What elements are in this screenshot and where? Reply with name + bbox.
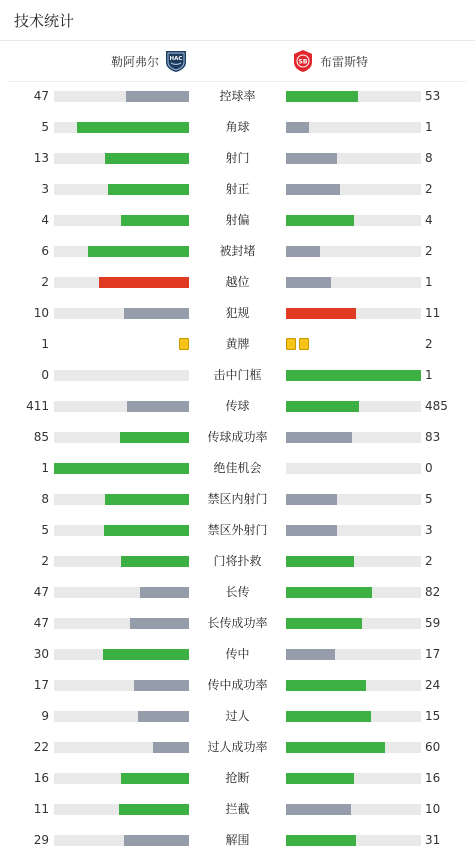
- away-stat-bar-fill: [286, 494, 337, 505]
- away-stat-bar-fill: [286, 618, 362, 629]
- home-stat-bar: [54, 711, 189, 722]
- home-team[interactable]: [111, 41, 187, 81]
- stat-row: [0, 298, 475, 329]
- stat-row: [0, 763, 475, 794]
- home-stat-bar: [54, 525, 189, 536]
- away-stat-bar: [286, 618, 421, 629]
- home-stat-bar: [54, 277, 189, 288]
- away-stat-bar: [286, 432, 421, 443]
- away-stat-value: 15: [425, 709, 441, 723]
- home-stat-bar: [54, 370, 189, 381]
- away-stat-bar: [286, 649, 421, 660]
- stat-label: 传球: [225, 399, 250, 413]
- stat-row: [0, 577, 475, 608]
- home-stat-value: 85: [33, 430, 49, 444]
- stat-row: [0, 329, 475, 360]
- stat-label: 传中成功率: [207, 678, 268, 692]
- away-stat-bar-fill: [286, 153, 337, 164]
- stat-label: 传球成功率: [207, 430, 268, 444]
- yellow-card-icon: [286, 338, 296, 350]
- home-stat-bar-fill: [126, 91, 189, 102]
- stat-label: 门将扑救: [213, 554, 262, 568]
- home-stat-bar-fill: [105, 153, 189, 164]
- away-stat-value: 16: [425, 771, 441, 785]
- stat-label: 射偏: [225, 213, 250, 227]
- away-stat-bar: [286, 184, 421, 195]
- away-stat-value: 24: [425, 678, 441, 692]
- home-stat-value: 0: [41, 368, 49, 382]
- home-stat-bar: [54, 432, 189, 443]
- home-stat-value: 2: [41, 554, 49, 568]
- stat-label: 控球率: [219, 89, 256, 103]
- away-stat-bar: [286, 587, 421, 598]
- home-stat-value: 5: [41, 120, 49, 134]
- away-stat-value: 0: [425, 461, 433, 475]
- home-stat-bar-fill: [121, 215, 189, 226]
- stat-label: 射门: [225, 151, 250, 165]
- home-stat-bar: [54, 215, 189, 226]
- away-team-name: 布雷斯特: [320, 54, 369, 69]
- away-stat-value: 10: [425, 802, 441, 816]
- stat-label: 射正: [225, 182, 250, 196]
- stat-label: 传中: [225, 647, 250, 661]
- home-stat-value: 17: [33, 678, 49, 692]
- home-stat-bar: [54, 804, 189, 815]
- away-stat-bar-fill: [286, 587, 372, 598]
- home-team-crest-icon: [165, 49, 187, 73]
- away-stat-bar: [286, 246, 421, 257]
- stat-row: [0, 515, 475, 546]
- away-stat-value: 2: [425, 554, 433, 568]
- stat-row: [0, 143, 475, 174]
- away-stat-value: 11: [425, 306, 441, 320]
- home-stat-bar-fill: [130, 618, 189, 629]
- home-stat-value: 411: [26, 399, 49, 413]
- away-stat-value: 3: [425, 523, 433, 537]
- home-stat-value: 11: [33, 802, 49, 816]
- stat-row: [0, 236, 475, 267]
- home-stat-bar: [54, 122, 189, 133]
- stat-label: 犯规: [225, 306, 250, 320]
- home-stat-value: 22: [33, 740, 49, 754]
- home-stat-bar: [54, 401, 189, 412]
- home-stat-bar-fill: [99, 277, 189, 288]
- home-stat-value: 3: [41, 182, 49, 196]
- away-stat-bar-fill: [286, 804, 351, 815]
- home-yellow-cards: [179, 338, 189, 351]
- home-stat-bar-fill: [108, 184, 189, 195]
- away-stat-bar: [286, 835, 421, 846]
- away-stat-bar-fill: [286, 711, 371, 722]
- away-team[interactable]: [292, 41, 368, 81]
- home-stat-bar-fill: [104, 525, 189, 536]
- away-stat-value: 53: [425, 89, 441, 103]
- home-stat-value: 4: [41, 213, 49, 227]
- away-stat-bar-fill: [286, 556, 354, 567]
- home-stat-value: 9: [41, 709, 49, 723]
- stat-label: 长传: [225, 585, 250, 599]
- stat-label: 绝佳机会: [213, 461, 262, 475]
- away-stat-bar: [286, 308, 421, 319]
- away-stat-bar: [286, 215, 421, 226]
- away-stat-value: 83: [425, 430, 441, 444]
- away-stat-bar-fill: [286, 184, 340, 195]
- stat-label: 解围: [225, 833, 250, 847]
- page-title: 技术统计: [14, 12, 75, 30]
- away-stat-bar-fill: [286, 308, 356, 319]
- away-stat-bar-fill: [286, 91, 358, 102]
- home-stat-value: 1: [41, 337, 49, 351]
- home-stat-value: 29: [33, 833, 49, 847]
- away-stat-bar: [286, 463, 421, 474]
- stat-row: [0, 484, 475, 515]
- home-stat-bar: [54, 184, 189, 195]
- stat-row: [0, 546, 475, 577]
- away-stat-bar: [286, 153, 421, 164]
- home-stat-bar: [54, 246, 189, 257]
- home-stat-bar: [54, 773, 189, 784]
- home-stat-value: 47: [33, 89, 49, 103]
- away-stat-bar-fill: [286, 649, 335, 660]
- away-yellow-cards: [286, 338, 309, 351]
- home-stat-bar-fill: [134, 680, 189, 691]
- stat-row: [0, 81, 475, 112]
- away-stat-bar: [286, 711, 421, 722]
- away-stat-value: 17: [425, 647, 441, 661]
- stat-row: [0, 825, 475, 856]
- away-stat-value: 4: [425, 213, 433, 227]
- stat-label: 被封堵: [219, 244, 256, 258]
- home-stat-bar: [54, 91, 189, 102]
- home-stat-value: 47: [33, 585, 49, 599]
- svg-text:HAC: HAC: [169, 56, 183, 62]
- stat-row: [0, 639, 475, 670]
- home-stat-bar: [54, 680, 189, 691]
- away-stat-bar: [286, 525, 421, 536]
- stat-label: 禁区内射门: [207, 492, 268, 506]
- home-stat-bar-fill: [153, 742, 189, 753]
- home-stat-bar-fill: [140, 587, 189, 598]
- stat-label: 长传成功率: [207, 616, 268, 630]
- home-stat-bar-fill: [105, 494, 189, 505]
- home-stat-value: 8: [41, 492, 49, 506]
- away-stat-bar-fill: [286, 432, 352, 443]
- stat-row: [0, 453, 475, 484]
- away-stat-bar: [286, 122, 421, 133]
- away-stat-value: 2: [425, 244, 433, 258]
- stat-label: 过人: [225, 709, 250, 723]
- stat-row: [0, 267, 475, 298]
- home-stat-bar-fill: [138, 711, 189, 722]
- away-stat-bar-fill: [286, 277, 331, 288]
- home-stat-value: 10: [33, 306, 49, 320]
- stat-row: [0, 205, 475, 236]
- away-stat-bar-fill: [286, 680, 366, 691]
- away-stat-value: 59: [425, 616, 441, 630]
- home-stat-bar: [54, 308, 189, 319]
- stat-label: 抢断: [225, 771, 250, 785]
- home-stat-bar: [54, 835, 189, 846]
- away-stat-value: 2: [425, 337, 433, 351]
- stat-label: 击中门框: [213, 368, 262, 382]
- home-stat-value: 1: [41, 461, 49, 475]
- stat-row: [0, 422, 475, 453]
- home-stat-bar: [54, 494, 189, 505]
- away-stat-bar: [286, 401, 421, 412]
- yellow-card-icon: [299, 338, 309, 350]
- stat-row: [0, 701, 475, 732]
- away-stat-value: 2: [425, 182, 433, 196]
- away-stat-bar: [286, 804, 421, 815]
- home-stat-value: 30: [33, 647, 49, 661]
- stat-row: [0, 391, 475, 422]
- stat-row: [0, 174, 475, 205]
- stat-row: [0, 794, 475, 825]
- home-stat-bar-fill: [121, 556, 189, 567]
- away-stat-bar-fill: [286, 215, 354, 226]
- home-stat-bar: [54, 556, 189, 567]
- home-stat-value: 5: [41, 523, 49, 537]
- home-stat-bar-fill: [54, 463, 189, 474]
- home-stat-bar: [54, 618, 189, 629]
- away-stat-bar-fill: [286, 246, 320, 257]
- home-stat-bar-fill: [127, 401, 189, 412]
- stat-label: 禁区外射门: [207, 523, 268, 537]
- away-stat-bar-fill: [286, 525, 337, 536]
- stat-label: 越位: [225, 275, 250, 289]
- away-stat-bar: [286, 494, 421, 505]
- away-stat-bar: [286, 680, 421, 691]
- home-stat-bar-fill: [120, 432, 189, 443]
- home-stat-value: 13: [33, 151, 49, 165]
- stat-row: [0, 732, 475, 763]
- yellow-card-icon: [179, 338, 189, 350]
- away-stat-value: 1: [425, 275, 433, 289]
- home-stat-value: 6: [41, 244, 49, 258]
- stat-row: [0, 608, 475, 639]
- home-stat-bar: [54, 649, 189, 660]
- away-stat-bar: [286, 91, 421, 102]
- stat-row: [0, 360, 475, 391]
- home-stat-value: 47: [33, 616, 49, 630]
- home-stat-value: 16: [33, 771, 49, 785]
- home-stat-bar: [54, 153, 189, 164]
- home-stat-bar: [54, 587, 189, 598]
- away-stat-value: 485: [425, 399, 448, 413]
- away-stat-bar: [286, 742, 421, 753]
- home-stat-value: 2: [41, 275, 49, 289]
- away-stat-bar-fill: [286, 742, 385, 753]
- teams-header: [0, 41, 475, 81]
- away-stat-bar: [286, 556, 421, 567]
- svg-text:SB: SB: [298, 58, 308, 66]
- away-stat-bar-fill: [286, 773, 354, 784]
- stat-label: 黄牌: [225, 337, 250, 351]
- home-stat-bar-fill: [77, 122, 189, 133]
- home-stat-bar-fill: [121, 773, 189, 784]
- stat-row: [0, 112, 475, 143]
- home-stat-bar-fill: [124, 308, 189, 319]
- home-stat-bar-fill: [88, 246, 189, 257]
- home-stat-bar: [54, 742, 189, 753]
- stat-label: 角球: [225, 120, 250, 134]
- away-stat-bar-fill: [286, 835, 356, 846]
- home-stat-bar-fill: [119, 804, 189, 815]
- stat-row: [0, 670, 475, 701]
- away-stat-bar-fill: [286, 401, 359, 412]
- stat-label: 过人成功率: [207, 740, 268, 754]
- away-stat-value: 1: [425, 120, 433, 134]
- away-stat-bar-fill: [286, 370, 421, 381]
- away-stat-value: 31: [425, 833, 441, 847]
- home-stat-bar: [54, 463, 189, 474]
- away-stat-bar: [286, 277, 421, 288]
- stat-label: 拦截: [225, 802, 250, 816]
- away-stat-value: 82: [425, 585, 441, 599]
- home-stat-bar-fill: [103, 649, 189, 660]
- away-stat-bar: [286, 773, 421, 784]
- away-stat-bar-fill: [286, 122, 309, 133]
- away-stat-value: 5: [425, 492, 433, 506]
- away-stat-value: 1: [425, 368, 433, 382]
- away-stat-value: 8: [425, 151, 433, 165]
- home-team-name: 勒阿弗尔: [110, 54, 159, 69]
- away-team-crest-icon: [292, 49, 314, 73]
- away-stat-value: 60: [425, 740, 441, 754]
- home-stat-bar-fill: [124, 835, 189, 846]
- away-stat-bar: [286, 370, 421, 381]
